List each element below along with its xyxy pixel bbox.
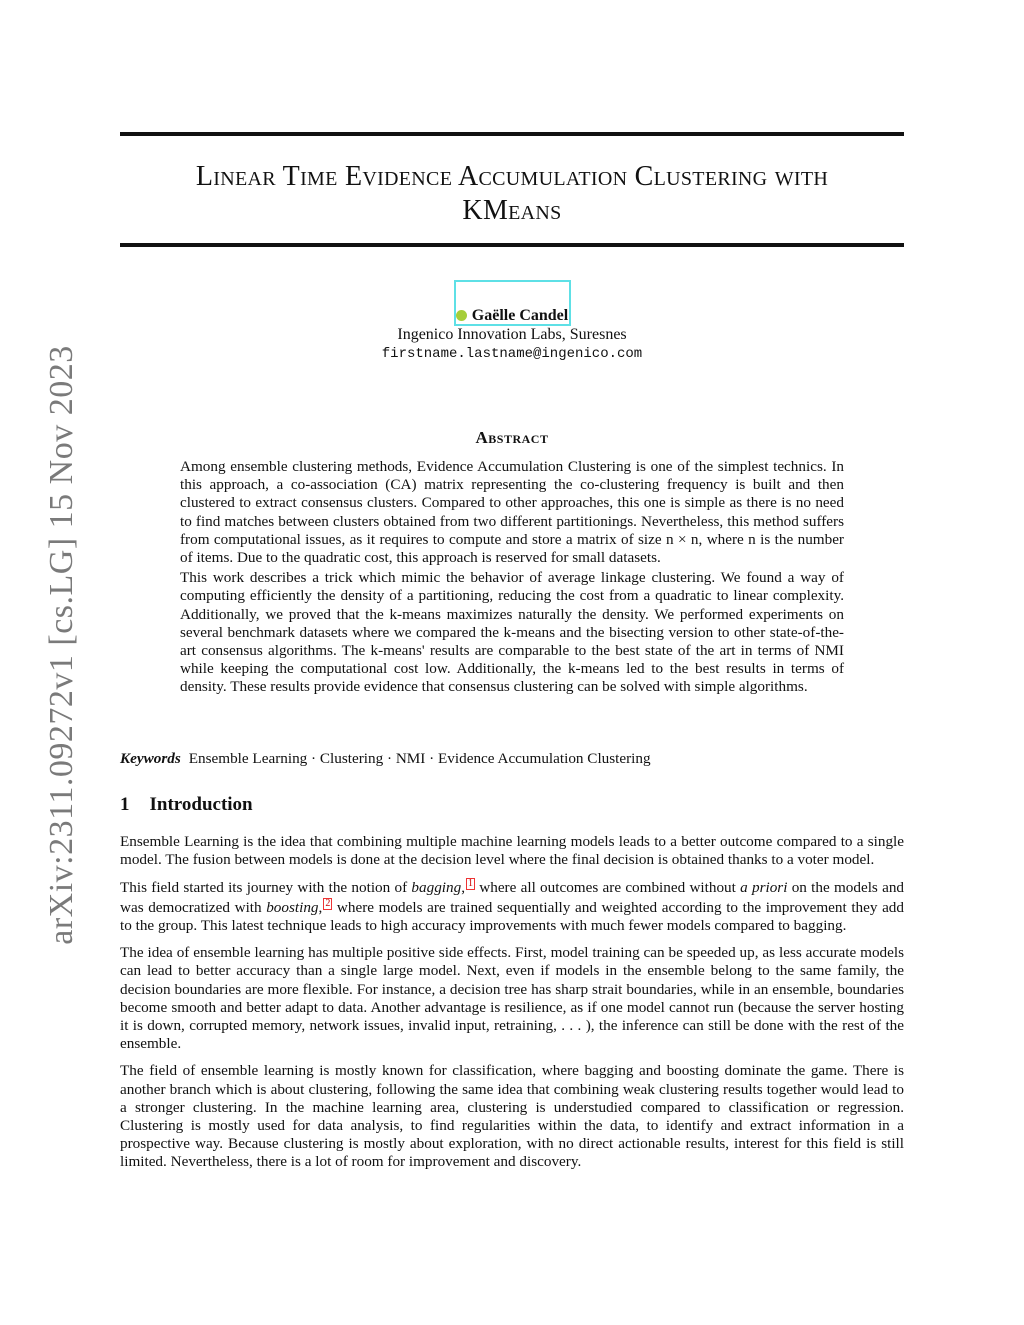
intro-paragraph-2: This field started its journey with the notion of bagging, 1 where all outcomes are combined without a priori on the models and was democratized with boosting, 2 where models are trained sequentially and weighted according to the improvement they add to the group. This latest technique leads to high accuracy improvements with much fewer models compared to bagging.: [120, 878, 905, 934]
title-top-rule: [120, 132, 904, 136]
author-name-line: [120, 306, 904, 326]
intro-p2-text-d: where models are trained sequentially and weighted according to the improvement they add to the group. This latest technique leads to high accuracy improvements with much fewer models compared to bagging.: [120, 898, 904, 934]
abstract-paragraph-2: This work describes a trick which mimic the behavior of average linkage clustering. We found a way of computing efficiently the density of a partitioning, reducing the cost from a quadratic to linear complexity. Additionally, we proved that the k-means maximizes naturally the density. We performed experiments on several benchmark datasets where we compared the k-means and the bisecting version to other state-of-the-art consensus algorithms. The k-means' results are comparable to the best state of the art in terms of NMI while keeping the computational cost low. Additionally, the k-means led to the best results in terms of density. These results provide evidence that consensus clustering can be solved with simple algorithms.: [180, 569, 844, 696]
author-name[interactable]: Gaëlle Candel: [471, 307, 569, 324]
introduction-body: [120, 833, 904, 1181]
abstract-paragraph-1: Among ensemble clustering methods, Evidence Accumulation Clustering is one of the simplest technics. In this approach, a co-association (CA) matrix representing the co-clustering frequency is built and then clustered to extract consensus clusters. Compared to other approaches, this one is simple as there is no need to find matches between clusters obtained from two different partitionings. Nevertheless, this method suffers from computational issues, as it requires to compute and store a matrix of size n × n, where n is the number of items. Due to the quadratic cost, this approach is reserved for small datasets.: [180, 458, 844, 567]
term-boosting: boosting: [266, 898, 319, 916]
section-title: Introduction: [149, 794, 253, 815]
author-email: firstname.lastname@ingenico.com: [381, 346, 643, 362]
keywords-line: [120, 750, 904, 768]
title-bottom-rule: [120, 243, 904, 247]
keywords-text: Ensemble Learning · Clustering · NMI · Evidence Accumulation Clustering: [188, 750, 651, 767]
section-number: 1: [120, 794, 130, 815]
abstract-body: [180, 458, 844, 699]
intro-p2-text-c: on the models and was democratized with: [120, 879, 905, 916]
paper-title-line-2: KMeans: [462, 195, 562, 226]
intro-p2-text-b: where all outcomes are combined without: [475, 879, 741, 897]
term-a-priori: a priori: [740, 879, 788, 897]
intro-p2-text-a: This field started its journey with the notion of: [120, 879, 412, 897]
intro-paragraph-1: Ensemble Learning is the idea that combining multiple machine learning models leads to a better outcome compared to a single model. The fusion between models is done at the decision level where the final decision is obtained thanks to a voter model.: [120, 833, 904, 869]
author-affiliation: Ingenico Innovation Labs, Suresnes: [397, 326, 627, 343]
footnote-link-1[interactable]: 1: [468, 878, 473, 890]
intro-paragraph-3: The idea of ensemble learning has multiple positive side effects. First, model training can be speeded up, as less accurate models can lead to better accuracy than a single large model. Next, even if models in the ensemble belong to the same family, the decision boundaries are more flexible. For instance, a decision tree has sharp strait boundaries, while in an ensemble, boundaries become smooth and better adapt to data. Another advantage is resilience, as if one model cannot run (because the server hosting it is down, corrupted memory, network issues, invalid input, retraining, . . . ), the inference can still be done with the rest of the ensemble.: [120, 944, 904, 1053]
paper-title: [120, 160, 904, 228]
arxiv-identifier: arXiv:2311.09272v1 [cs.LG] 15 Nov 2023: [43, 345, 80, 945]
orcid-icon[interactable]: [456, 310, 467, 321]
term-bagging: bagging: [411, 879, 462, 897]
paper-title-line-1: Linear Time Evidence Accumulation Clustering with: [195, 161, 829, 192]
keywords-label: Keywords: [120, 750, 181, 767]
footnote-link-2[interactable]: 2: [325, 897, 331, 909]
intro-paragraph-4: The field of ensemble learning is mostly known for classification, where bagging and boosting dominate the game. There is another branch which is about clustering, following the same idea that combining weak clustering results together would lead to a stronger clustering. In the machine learning area, clustering is understudied compared to classification or regression. Clustering is mostly used for data analysis, to find regularities within the data, to identify and extract information in a prospective way. Because clustering is mostly about exploration, with no direct actionable results, interest for this field is still limited. Nevertheless, there is a lot of room for improvement and discovery.: [120, 1062, 904, 1171]
section-heading-introduction: [120, 793, 253, 817]
abstract-heading: Abstract: [475, 428, 549, 447]
